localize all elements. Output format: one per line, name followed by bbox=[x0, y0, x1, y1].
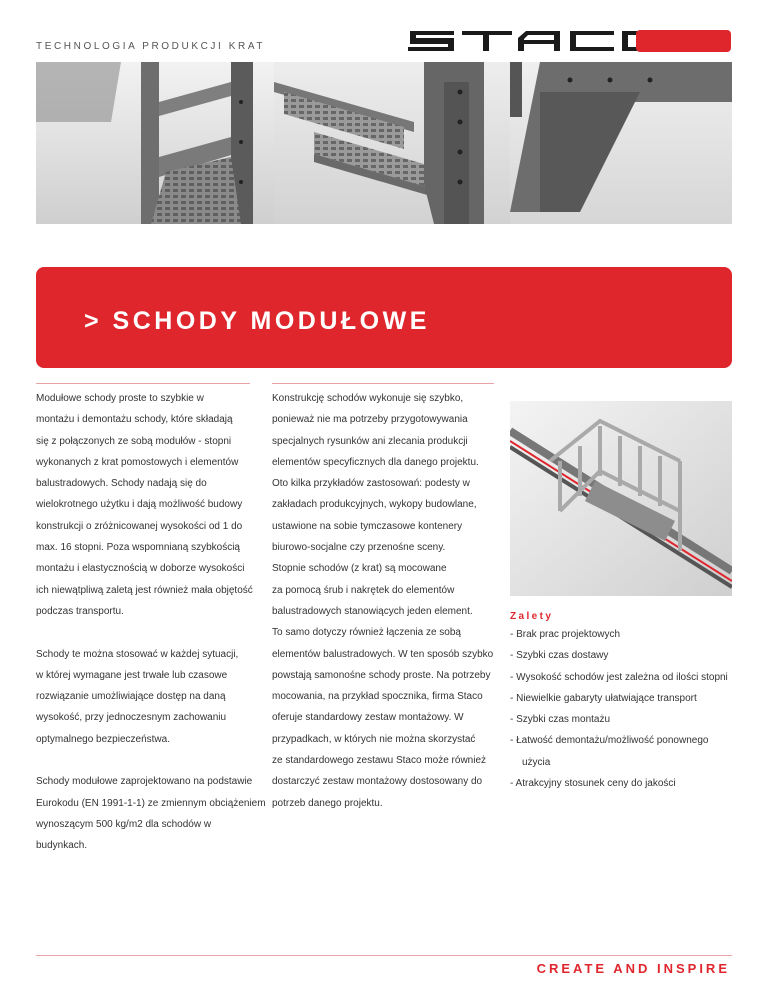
body-text-line: Schody te można stosować w każdej sytuacji, bbox=[36, 648, 239, 660]
body-text-line: ich niewątpliwą zaletą jest również mała objętość bbox=[36, 584, 253, 596]
column2-rule bbox=[272, 383, 494, 384]
stair-render-image bbox=[510, 401, 732, 596]
column1-text bbox=[36, 388, 266, 857]
body-text-line: w której wymagane jest trwałe lub czasowe bbox=[36, 669, 228, 681]
body-text-line: biurowo-socjalne czy przenośne sceny. bbox=[272, 542, 446, 554]
body-text-line: przypadkach, w których nie można skorzystać bbox=[272, 733, 476, 745]
body-text-line: montażu i demontażu schody, które składają bbox=[36, 414, 233, 426]
benefit-item: - Szybki czas montażu bbox=[510, 714, 611, 726]
benefits-heading: Zalety bbox=[510, 611, 554, 622]
body-text-line: Eurokodu (EN 1991-1-1) ze zmiennym obciążeniem bbox=[36, 797, 266, 809]
body-text-line: Oto kilka przykładów zastosowań: podesty w bbox=[272, 478, 470, 490]
footer-rule bbox=[36, 955, 732, 956]
body-text-line: ustawione na sobie tymczasowe kontenery bbox=[272, 520, 463, 532]
header-tagline: TECHNOLOGIA PRODUKCJI KRAT bbox=[36, 41, 266, 52]
benefit-item: użycia bbox=[522, 756, 551, 768]
body-text-line: wielokrotnego użytku i dają możliwość budowy bbox=[36, 499, 243, 511]
body-text-line: Schody modułowe zaprojektowano na podstawie bbox=[36, 776, 253, 788]
body-text-line: ze standardowego zestawu Staco może również bbox=[272, 755, 487, 767]
body-text-line: elementów specyficznych dla danego projektu. bbox=[272, 456, 479, 468]
benefits-list bbox=[510, 624, 732, 794]
page-title: > SCHODY MODUŁOWE bbox=[84, 307, 430, 335]
stair-photo-frame bbox=[510, 62, 732, 224]
body-text-line: budynkach. bbox=[36, 840, 88, 852]
body-text-line: Stopnie schodów (z krat) są mocowane bbox=[272, 563, 447, 575]
body-text-line: elementów balustradowych. W ten sposób szybko bbox=[272, 648, 494, 660]
body-text-line: rozwiązanie umożliwiające dostęp na daną bbox=[36, 691, 226, 703]
body-text-line: Konstrukcję schodów wykonuje się szybko, bbox=[272, 393, 464, 404]
body-text-line: mocowania, na przykład spocznika, firma Staco bbox=[272, 691, 483, 703]
body-text-line: dostarczyć zestaw montażowy dostosowany do bbox=[272, 776, 483, 788]
body-text-line: wykonanych z krat pomostowych i elementów bbox=[36, 456, 239, 468]
body-text-line: optymalnego bezpieczeństwa. bbox=[36, 733, 170, 745]
body-text-line: zakładach produkcyjnych, wykopy budowlane, bbox=[272, 499, 477, 511]
body-text-line: balustradowych stanowiących jeden element. bbox=[272, 605, 473, 617]
stair-photo-side bbox=[36, 62, 274, 224]
benefit-item: - Niewielkie gabaryty ułatwiające transport bbox=[510, 692, 697, 704]
body-text-line: się z połączonych ze sobą modułów - stopni bbox=[36, 435, 232, 447]
body-text-line: To samo dotyczy również łączenia ze sobą bbox=[272, 627, 461, 639]
benefit-item: - Wysokość schodów jest zależna od ilości stopni bbox=[510, 671, 728, 683]
body-text-line: ponieważ nie ma potrzeby przygotowywania bbox=[272, 414, 468, 426]
column2-text bbox=[272, 388, 496, 814]
title-banner bbox=[36, 267, 732, 368]
footer-slogan: CREATE AND INSPIRE bbox=[536, 961, 730, 976]
body-text-line: podczas transportu. bbox=[36, 605, 124, 617]
stair-photo-steps bbox=[274, 62, 510, 224]
body-text-line: powstają samonośne schody proste. Na potrzeby bbox=[272, 669, 491, 681]
body-text-line: max. 16 stopni. Poza wspomnianą szybkością bbox=[36, 542, 240, 554]
benefit-item: - Atrakcyjny stosunek ceny do jakości bbox=[510, 778, 676, 790]
body-text-line: montażu i elastycznością w doborze wysokości bbox=[36, 563, 245, 575]
body-text-line: za pomocą śrub i nakrętek do elementów bbox=[272, 584, 455, 596]
body-text-line: specjalnych rysunków ani zlecania produkcji bbox=[272, 435, 468, 447]
body-text-line: potrzeb danego projektu. bbox=[272, 797, 383, 809]
body-text-line: wynoszącym 500 kg/m2 dla schodów w bbox=[36, 818, 212, 830]
benefit-item: - Szybki czas dostawy bbox=[510, 650, 609, 662]
body-text-line: konstrukcji o zróżnicowanej wysokości od 1 do bbox=[36, 520, 243, 532]
body-text-line: balustradowych. Schody nadają się do bbox=[36, 478, 207, 490]
staco-logo bbox=[406, 30, 731, 52]
benefit-item: - Łatwość demontażu/możliwość ponownego bbox=[510, 735, 709, 747]
body-text-line: Modułowe schody proste to szybkie w bbox=[36, 393, 204, 404]
body-text-line: wysokość, przy jednoczesnym zachowaniu bbox=[36, 712, 227, 724]
column1-rule bbox=[36, 383, 250, 384]
body-text-line: oferuje standardowy zestaw montażowy. W bbox=[272, 712, 464, 724]
benefit-item: - Brak prac projektowych bbox=[510, 629, 621, 640]
